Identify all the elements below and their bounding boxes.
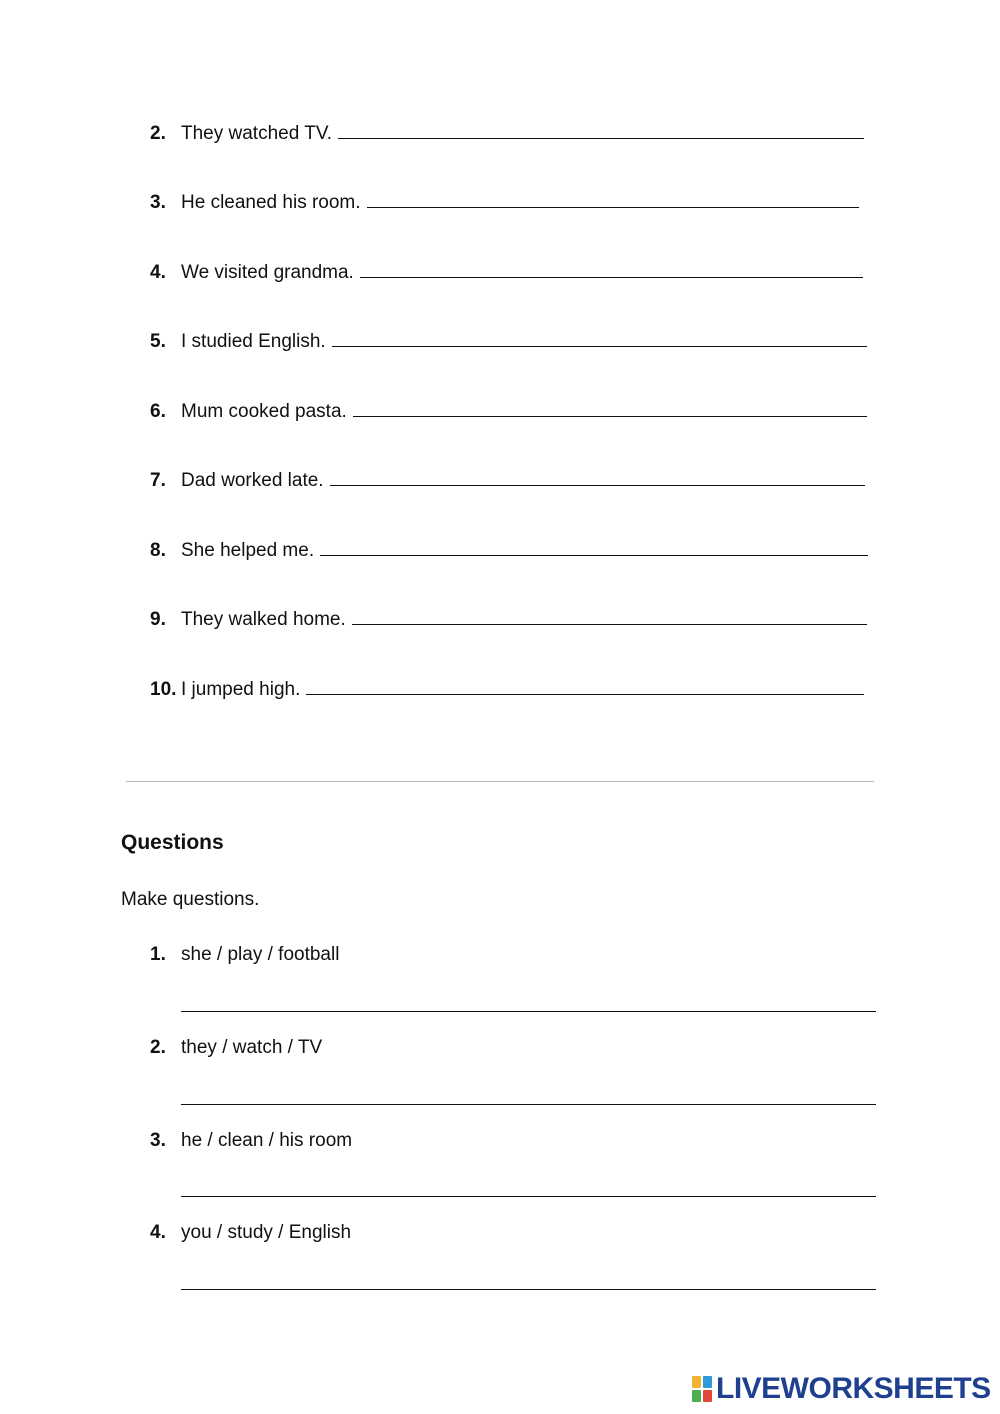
- question-answer-line[interactable]: [181, 1289, 876, 1290]
- question-number: 2.: [150, 1037, 166, 1058]
- item-sentence: Dad worked late.: [181, 470, 324, 491]
- item-number: 7.: [150, 470, 166, 491]
- section-divider: [126, 781, 874, 782]
- item-sentence: They walked home.: [181, 609, 346, 630]
- exercise-item: [150, 328, 867, 354]
- question-item: [150, 943, 339, 967]
- item-number: 10.: [150, 679, 177, 700]
- answer-blank[interactable]: [332, 328, 867, 347]
- answer-blank[interactable]: [353, 398, 867, 417]
- item-sentence: I jumped high.: [181, 679, 301, 700]
- item-number: 6.: [150, 401, 166, 422]
- question-prompt: she / play / football: [181, 944, 340, 965]
- item-sentence: They watched TV.: [181, 123, 333, 144]
- answer-blank[interactable]: [352, 606, 867, 625]
- question-item: [150, 1221, 351, 1245]
- item-number: 3.: [150, 192, 166, 213]
- answer-blank[interactable]: [330, 467, 865, 486]
- item-sentence: Mum cooked pasta.: [181, 401, 347, 422]
- exercise-item: [150, 398, 867, 424]
- answer-blank[interactable]: [360, 259, 863, 278]
- question-item: [150, 1036, 322, 1060]
- item-sentence: I studied English.: [181, 331, 326, 352]
- question-prompt: they / watch / TV: [181, 1037, 323, 1058]
- section-instruction: Make questions.: [121, 889, 260, 910]
- item-number: 9.: [150, 609, 166, 630]
- exercise-item: [150, 259, 863, 285]
- item-sentence: He cleaned his room.: [181, 192, 361, 213]
- answer-blank[interactable]: [338, 120, 864, 139]
- question-answer-line[interactable]: [181, 1104, 876, 1105]
- logo-tile: [703, 1376, 712, 1388]
- question-item: [150, 1129, 352, 1153]
- question-answer-line[interactable]: [181, 1011, 876, 1012]
- exercise-item: [150, 676, 864, 702]
- exercise-item: [150, 467, 865, 493]
- question-number: 4.: [150, 1222, 166, 1243]
- question-prompt: he / clean / his room: [181, 1130, 353, 1151]
- item-number: 4.: [150, 262, 166, 283]
- section-heading: Questions: [121, 831, 224, 854]
- liveworksheets-logo: [692, 1374, 991, 1404]
- logo-tile: [692, 1376, 701, 1388]
- answer-blank[interactable]: [306, 676, 864, 695]
- question-answer-line[interactable]: [181, 1196, 876, 1197]
- item-number: 2.: [150, 123, 166, 144]
- answer-blank[interactable]: [320, 537, 868, 556]
- item-number: 5.: [150, 331, 166, 352]
- question-prompt: you / study / English: [181, 1222, 352, 1243]
- question-number: 3.: [150, 1130, 166, 1151]
- logo-tiles-icon: [692, 1376, 712, 1402]
- item-sentence: We visited grandma.: [181, 262, 354, 283]
- logo-tile: [692, 1390, 701, 1402]
- exercise-item: [150, 120, 864, 146]
- item-number: 8.: [150, 540, 166, 561]
- item-sentence: She helped me.: [181, 540, 315, 561]
- answer-blank[interactable]: [367, 189, 859, 208]
- exercise-item: [150, 189, 859, 215]
- logo-tile: [703, 1390, 712, 1402]
- question-number: 1.: [150, 944, 166, 965]
- logo-text: LIVEWORKSHEETS: [716, 1372, 991, 1405]
- exercise-item: [150, 537, 868, 563]
- exercise-item: [150, 606, 867, 632]
